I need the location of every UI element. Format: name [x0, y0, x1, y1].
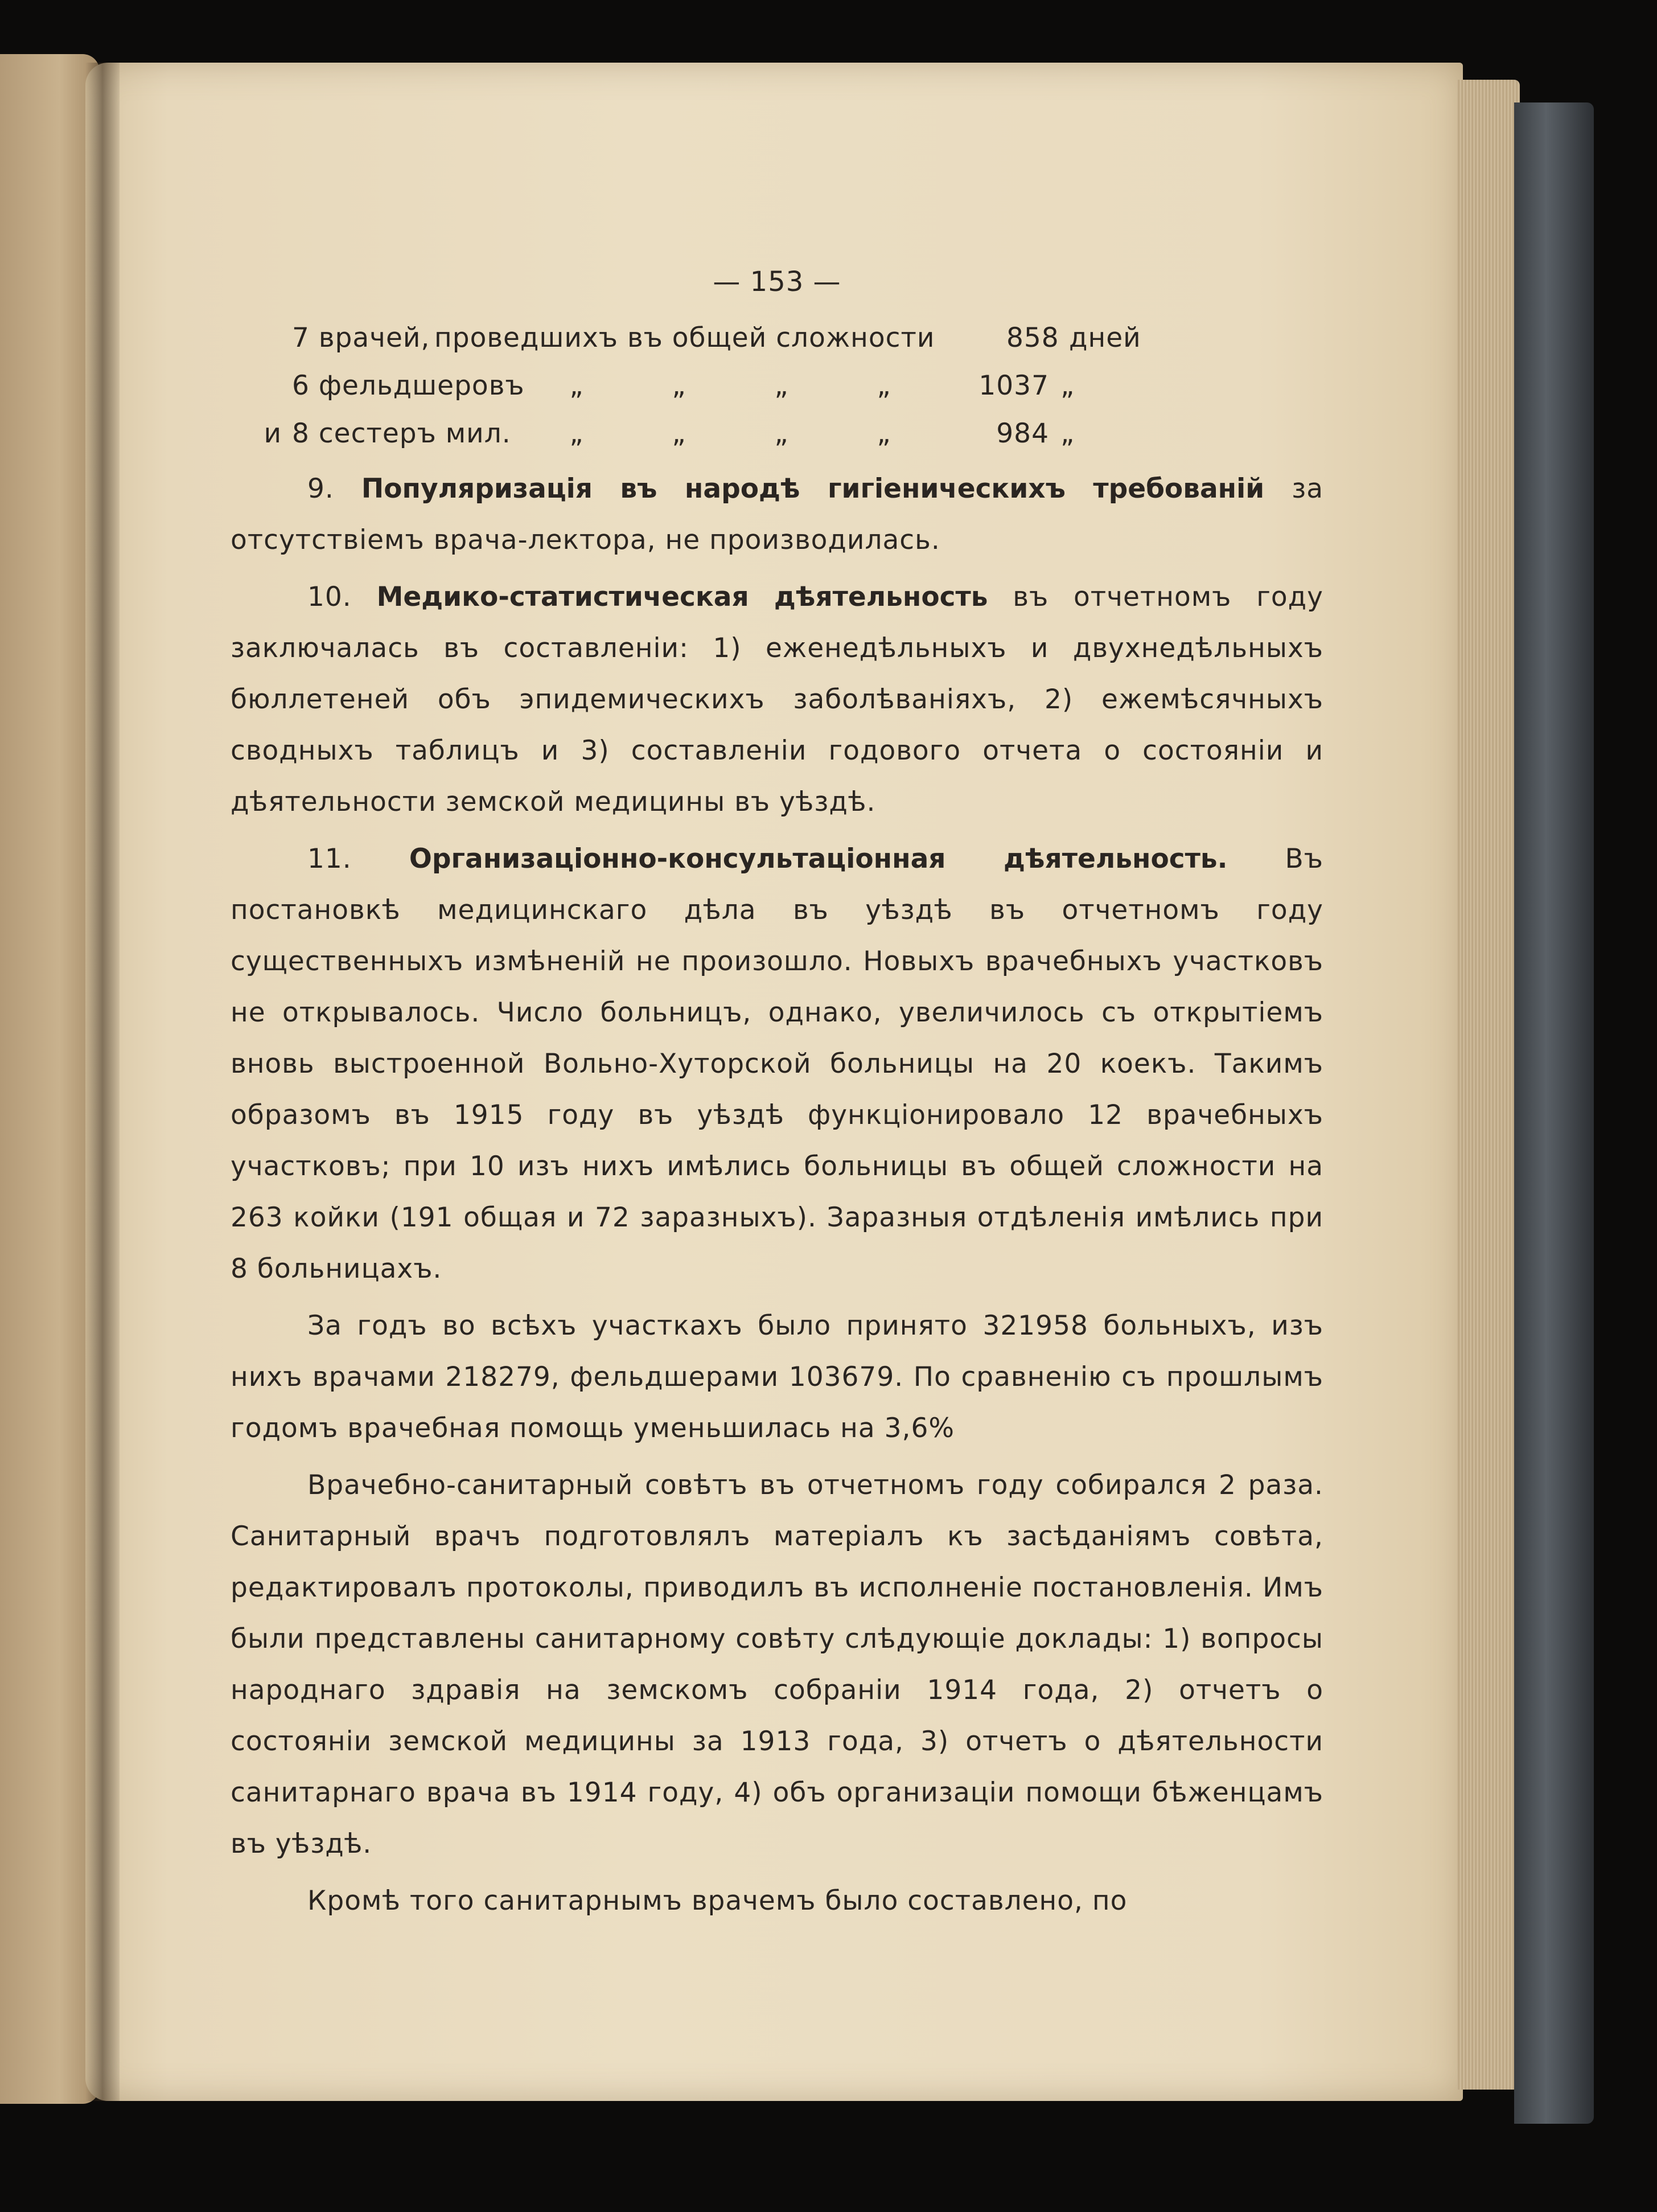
- paragraph-closing: Кромѣ того санитарнымъ врачемъ было составлено, по: [307, 1885, 1128, 1916]
- staff-row-feldshers: [231, 362, 1323, 410]
- section-text: Въ постановкѣ медицинскаго дѣла въ уѣздѣ въ отчетномъ году существенныхъ измѣненій не произошло. Новыхъ врачебныхъ участковъ не открывалось. Число больницъ, однако, увеличилось съ открытіемъ вновь выстроенной Вольно-Хуторской больницы на 20 коекъ. Такимъ образомъ въ 1915 году въ уѣздѣ функціонировало 12 врачебныхъ участковъ; при 10 изъ нихъ имѣлись больницы въ общей сложности на 263 койки (191 общая и 72 заразныхъ). Заразныя отдѣленія имѣлись при 8 больницахъ.: [231, 843, 1323, 1284]
- row-count: 984: [996, 418, 1049, 449]
- book-cover: [1514, 102, 1594, 2124]
- section-number: 11.: [307, 843, 352, 875]
- section-11: [231, 834, 1323, 1295]
- ditto-mark: „: [774, 418, 789, 449]
- page-text: [231, 256, 1323, 1927]
- ditto-mark: „: [774, 370, 789, 401]
- section-heading: Популяризація въ народѣ гигіеническихъ требованій: [361, 473, 1265, 504]
- row-count: 858: [1006, 322, 1059, 354]
- row-label: 6 фельдшеровъ: [292, 370, 525, 401]
- ditto-mark: „: [569, 418, 584, 449]
- row-unit: дней: [1069, 322, 1141, 354]
- page-number: — 153 —: [713, 266, 841, 298]
- row-text: проведшихъ въ общей сложности: [434, 322, 935, 354]
- section-heading: Организаціонно-консультаціонная дѣятельность.: [409, 843, 1228, 875]
- ditto-mark: „: [672, 370, 686, 401]
- ditto-mark: „: [672, 418, 686, 449]
- ditto-mark: „: [877, 370, 891, 401]
- section-text: за отсутствіемъ врача-лектора, не производилась.: [231, 473, 1323, 556]
- section-text: въ отчетномъ году заключалась въ составленіи: 1) еженедѣльныхъ и двухнедѣльныхъ бюллетеней объ эпидемическихъ заболѣваніяхъ, 2) ежемѣсячныхъ сводныхъ таблицъ и 3) составленіи годового отчета о состояніи и дѣятельности земской медицины въ уѣздѣ.: [231, 581, 1323, 818]
- ditto-mark: „: [569, 370, 584, 401]
- row-label: 8 сестеръ мил.: [292, 418, 511, 449]
- page-stack-edges: [1457, 80, 1520, 2090]
- section-10: [231, 572, 1323, 828]
- section-9: [231, 463, 1323, 566]
- previous-page-edge: [0, 54, 100, 2104]
- section-number: 10.: [307, 581, 352, 613]
- row-lead: и: [264, 418, 282, 449]
- staff-row-doctors: [231, 314, 1323, 362]
- paragraph-patients: За годъ во всѣхъ участкахъ было принято 321958 больныхъ, изъ нихъ врачами 218279, фельдшерами 103679. По сравненію съ прошлымъ годомъ врачебная помощь уменьшилась на 3,6%: [231, 1310, 1323, 1444]
- row-count: 1037: [978, 370, 1049, 401]
- page-gutter-shadow: [85, 63, 120, 2101]
- row-label: 7 врачей,: [292, 322, 430, 354]
- row-unit: „: [1060, 370, 1075, 401]
- section-number: 9.: [307, 473, 334, 504]
- section-heading: Медико-статистическая дѣятельность: [376, 581, 988, 613]
- paragraph-council: Врачебно-санитарный совѣтъ въ отчетномъ году собирался 2 раза. Санитарный врачъ подготовлялъ матеріалъ къ засѣданіямъ совѣта, редактировалъ протоколы, приводилъ въ исполненіе постановленія. Имъ были представлены санитарному совѣту слѣдующіе доклады: 1) вопросы народнаго здравія на земскомъ собраніи 1914 года, 2) отчетъ о состояніи земской медицины за 1913 года, 3) отчетъ о дѣятельности санитарнаго врача въ 1914 году, 4) объ организаціи помощи бѣженцамъ въ уѣздѣ.: [231, 1470, 1323, 1860]
- ditto-mark: „: [877, 418, 891, 449]
- row-unit: „: [1060, 418, 1075, 449]
- staff-row-nurses: [231, 410, 1323, 458]
